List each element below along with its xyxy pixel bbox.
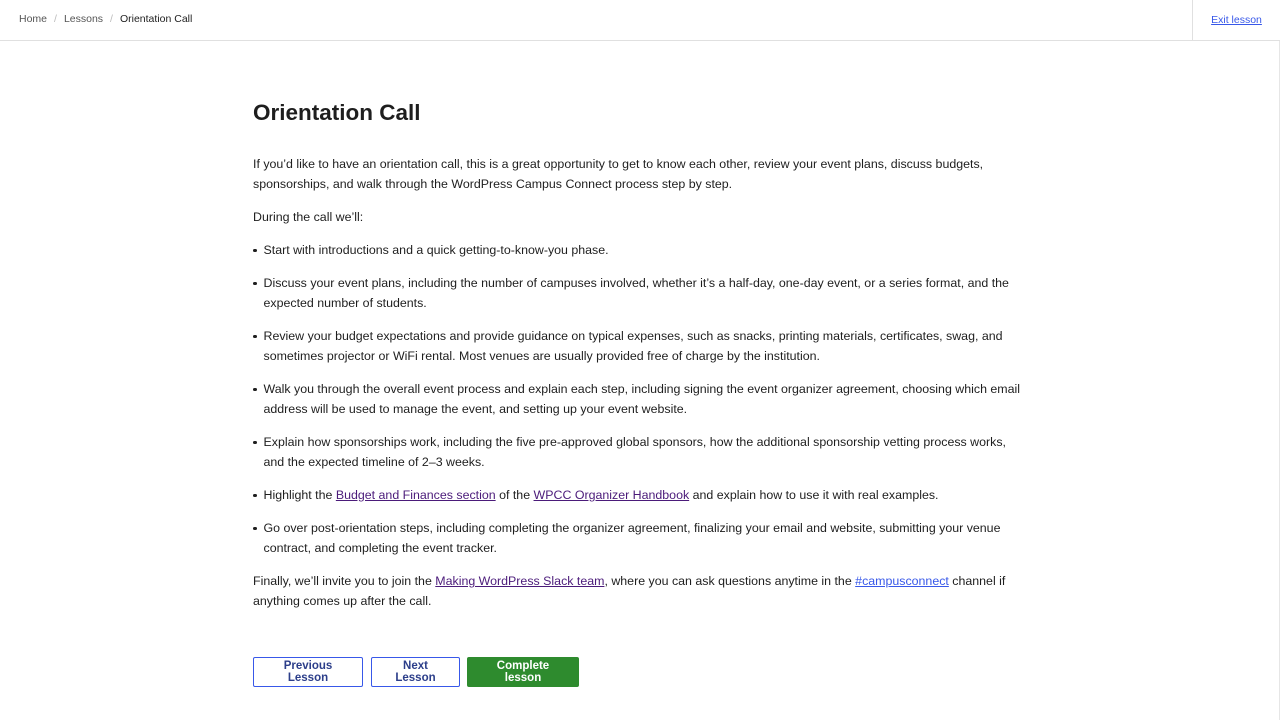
highlight-text-mid: of the bbox=[495, 488, 534, 502]
during-call-heading: During the call we’ll: bbox=[253, 210, 364, 224]
list-item: Walk you through the overall event process and explain each step, including signing the event organizer agreement, choosing which email address will be used to manage the event, and setting up your event website. bbox=[253, 379, 1028, 419]
previous-lesson-button[interactable]: Previous Lesson bbox=[253, 657, 363, 687]
lesson-navigation bbox=[253, 657, 579, 687]
closing-text-post: channel if anything comes up after the call. bbox=[253, 574, 1006, 608]
budget-finances-link[interactable]: Budget and Finances section bbox=[335, 488, 496, 502]
breadcrumb-current: Orientation Call bbox=[119, 13, 193, 25]
organizer-handbook-link[interactable]: WPCC Organizer Handbook bbox=[533, 488, 690, 502]
closing-text-pre: Finally, we’ll invite you to join the bbox=[253, 574, 436, 588]
page-title: Orientation Call bbox=[253, 100, 421, 125]
closing-paragraph bbox=[253, 571, 1028, 611]
call-agenda-list bbox=[253, 240, 1028, 558]
list-item: Explain how sponsorships work, including the five pre-approved global sponsors, how the additional sponsorship vetting process works, and the expected timeline of 2–3 weeks. bbox=[253, 432, 1028, 472]
top-bar bbox=[0, 0, 1280, 41]
list-item: Discuss your event plans, including the number of campuses involved, whether it’s a half-day, one-day event, or a series format, and the expected number of students. bbox=[253, 273, 1028, 313]
complete-lesson-button[interactable]: Complete lesson bbox=[467, 657, 579, 687]
highlight-text-pre: Highlight the bbox=[263, 488, 336, 502]
list-item: Review your budget expectations and provide guidance on typical expenses, such as snacks, printing materials, certificates, swag, and sometimes projector or WiFi rental. Most venues are usually provided free of charge by the institution. bbox=[253, 326, 1028, 366]
exit-lesson-link[interactable]: Exit lesson bbox=[1211, 14, 1262, 26]
highlight-text-post: and explain how to use it with real examples. bbox=[689, 488, 939, 502]
list-item bbox=[253, 485, 1028, 505]
intro-paragraph: If you’d like to have an orientation call, this is a great opportunity to get to know each other, review your event plans, discuss budgets, sponsorships, and walk through the WordPress Campus Connect process step by step. bbox=[253, 157, 984, 191]
next-lesson-button[interactable]: Next Lesson bbox=[371, 657, 460, 687]
exit-lesson-container bbox=[1192, 0, 1280, 40]
closing-text-mid: , where you can ask questions anytime in the bbox=[604, 574, 856, 588]
slack-team-link[interactable]: Making WordPress Slack team bbox=[435, 574, 605, 588]
breadcrumb-lessons-link[interactable]: Lessons bbox=[63, 13, 104, 25]
campusconnect-channel-link[interactable]: #campusconnect bbox=[855, 574, 949, 588]
breadcrumb-separator: / bbox=[110, 13, 113, 25]
breadcrumb-separator: / bbox=[54, 13, 57, 25]
breadcrumb-home-link[interactable]: Home bbox=[19, 13, 48, 25]
lesson-content bbox=[253, 99, 1028, 624]
breadcrumb bbox=[19, 13, 192, 25]
list-item: Start with introductions and a quick getting-to-know-you phase. bbox=[253, 240, 1028, 260]
list-item: Go over post-orientation steps, including completing the organizer agreement, finalizing your email and website, submitting your venue contract, and completing the event tracker. bbox=[253, 518, 1028, 558]
